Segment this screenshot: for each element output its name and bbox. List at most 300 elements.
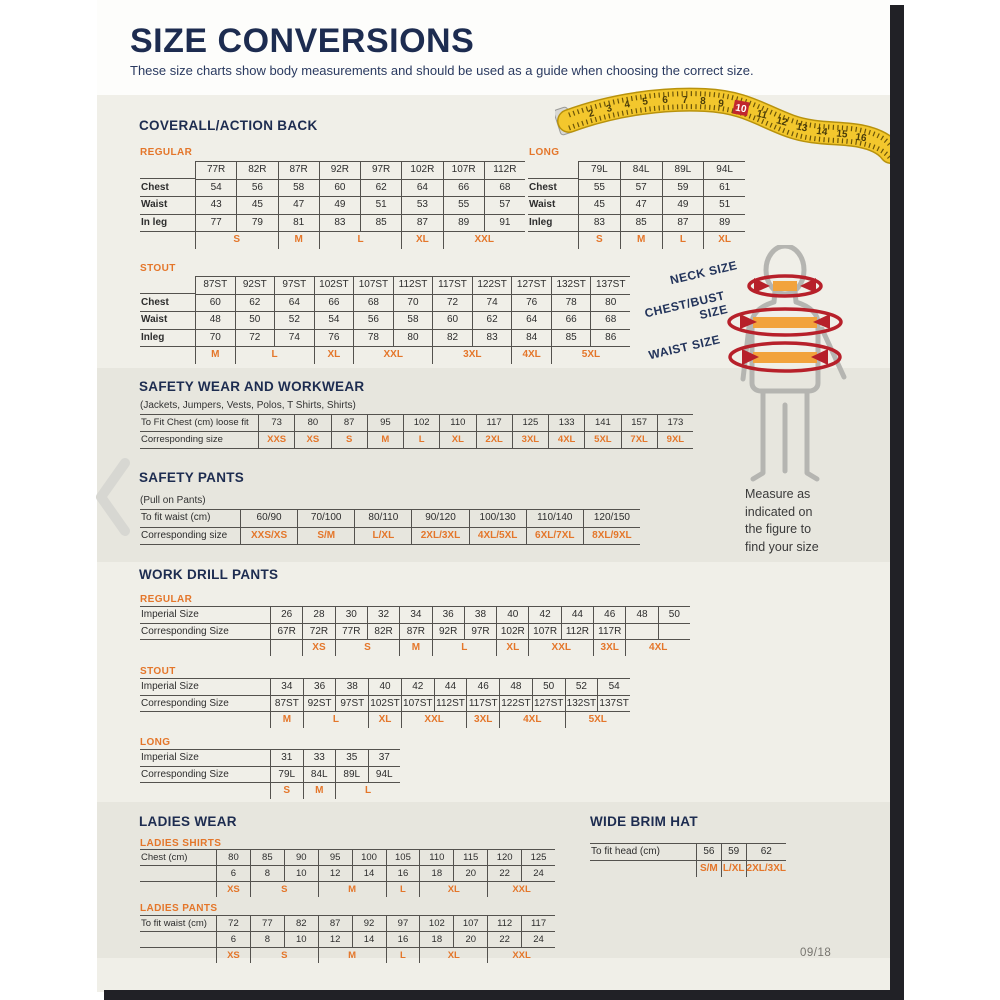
header-cell: 173 xyxy=(657,414,693,432)
value-cell: 10 xyxy=(284,866,318,882)
value-cell: 77R xyxy=(335,624,367,641)
value-cell: 24 xyxy=(521,932,555,948)
work-drill-long-table xyxy=(140,749,400,799)
value-cell: 97ST xyxy=(335,696,368,713)
value-cell: 20 xyxy=(453,932,487,948)
value-cell: 60 xyxy=(319,180,360,198)
header-cell: 97R xyxy=(360,161,401,180)
row-label xyxy=(140,161,195,179)
value-cell: 8XL/9XL xyxy=(583,528,640,546)
tape-number: 13 xyxy=(795,121,809,135)
value-cell: 62 xyxy=(235,295,275,313)
tape-number: 15 xyxy=(835,128,849,141)
value-cell: 12 xyxy=(318,866,352,882)
value-cell: 45 xyxy=(578,197,620,215)
header-cell: 90 xyxy=(284,849,318,866)
tape-number: 5 xyxy=(641,96,649,108)
header-cell: 95 xyxy=(318,849,352,866)
header-cell: 33 xyxy=(303,749,336,767)
header-cell: 122ST xyxy=(472,276,512,295)
size-row-spacer xyxy=(140,948,216,963)
header-cell: 77R xyxy=(195,161,236,180)
page-shadow-right xyxy=(890,5,904,1000)
value-cell: 6 xyxy=(216,866,250,882)
value-cell: 87 xyxy=(401,215,442,233)
value-cell: 70 xyxy=(195,330,235,348)
tape-number: 3 xyxy=(605,102,614,115)
header-cell: 97ST xyxy=(274,276,314,295)
tape-number: 16 xyxy=(854,131,868,145)
size-label: L xyxy=(303,712,368,728)
row-label: Corresponding size xyxy=(140,528,240,546)
value-cell: 97R xyxy=(464,624,496,641)
value-cell: 84L xyxy=(303,767,336,784)
value-cell: 57 xyxy=(484,197,525,215)
header-cell: 85 xyxy=(250,849,284,866)
value-cell: 91 xyxy=(484,215,525,233)
size-label: M xyxy=(270,712,303,728)
value-cell: 56 xyxy=(236,180,277,198)
header-cell: 56 xyxy=(696,843,721,861)
row-label: Waist xyxy=(140,312,195,330)
section-heading-ladies: LADIES WEAR xyxy=(139,814,237,829)
size-label: XL xyxy=(368,712,401,728)
header-cell: 110 xyxy=(439,414,475,432)
header-cell: 52 xyxy=(565,678,598,696)
value-cell: 55 xyxy=(578,180,620,198)
size-label: L xyxy=(386,948,420,963)
value-cell: 55 xyxy=(443,197,484,215)
safety-pants-note: (Pull on Pants) xyxy=(140,495,206,506)
tape-number: 4 xyxy=(623,99,631,111)
size-label: L xyxy=(319,232,402,249)
value-cell: 54 xyxy=(195,180,236,198)
coverall-regular-table xyxy=(140,161,525,249)
value-cell: 78 xyxy=(353,330,393,348)
header-cell: 80 xyxy=(294,414,330,432)
header-cell: 82 xyxy=(284,915,318,932)
header-cell: 137ST xyxy=(590,276,630,295)
value-cell: 5XL xyxy=(584,432,620,449)
size-label: XXL xyxy=(443,232,526,249)
header-cell: 30 xyxy=(335,606,367,624)
header-cell: 87R xyxy=(278,161,319,180)
value-cell: 48 xyxy=(195,312,235,330)
header-cell: 110 xyxy=(419,849,453,866)
header-cell: 28 xyxy=(302,606,334,624)
header-cell: 42 xyxy=(528,606,560,624)
size-row-spacer xyxy=(140,712,270,728)
page-subtitle: These size charts show body measurements and should be used as a guide when choosing the correct size. xyxy=(130,63,754,78)
header-cell: 100/130 xyxy=(469,509,526,528)
row-label xyxy=(140,932,216,948)
value-cell: 50 xyxy=(235,312,275,330)
size-label: 4XL xyxy=(499,712,564,728)
size-label: XL xyxy=(401,232,442,249)
section-heading-safety-wear: SAFETY WEAR AND WORKWEAR xyxy=(139,379,365,394)
header-cell: 80 xyxy=(216,849,250,866)
value-cell: 117R xyxy=(593,624,625,641)
header-cell: 26 xyxy=(270,606,302,624)
value-cell: 66 xyxy=(314,295,354,313)
header-cell: 32 xyxy=(367,606,399,624)
header-cell: 40 xyxy=(496,606,528,624)
header-cell: 44 xyxy=(434,678,467,696)
chevron-left-icon[interactable] xyxy=(91,455,135,539)
size-label: L xyxy=(432,640,497,656)
label-ladies-pants: LADIES PANTS xyxy=(140,903,218,914)
size-row-spacer xyxy=(590,861,696,877)
header-cell: 48 xyxy=(499,678,532,696)
size-label: S xyxy=(250,948,318,963)
value-cell: 83 xyxy=(472,330,512,348)
value-cell: 61 xyxy=(703,180,745,198)
value-cell: 83 xyxy=(578,215,620,233)
value-cell: 67R xyxy=(270,624,302,641)
value-cell: 16 xyxy=(386,866,420,882)
header-cell: 127ST xyxy=(511,276,551,295)
value-cell: 76 xyxy=(314,330,354,348)
tape-number: 12 xyxy=(774,115,789,129)
row-label: To fit head (cm) xyxy=(590,843,696,861)
size-label: M xyxy=(318,948,386,963)
neck-band xyxy=(773,281,797,291)
row-label: Inleg xyxy=(528,215,578,233)
header-cell: 97 xyxy=(386,915,420,932)
waist-band xyxy=(753,352,817,363)
size-label: XXL xyxy=(528,640,593,656)
header-cell: 120/150 xyxy=(583,509,640,528)
header-cell: 125 xyxy=(512,414,548,432)
size-label: L xyxy=(335,783,400,799)
document-page xyxy=(97,0,890,992)
header-cell: 107 xyxy=(453,915,487,932)
row-label xyxy=(140,866,216,882)
value-cell: 68 xyxy=(353,295,393,313)
header-cell: 90/120 xyxy=(411,509,468,528)
value-cell: 68 xyxy=(484,180,525,198)
value-cell: 87ST xyxy=(270,696,303,713)
value-cell: 85 xyxy=(620,215,662,233)
row-label: Chest (cm) xyxy=(140,849,216,866)
value-cell: 89L xyxy=(335,767,368,784)
value-cell: 107R xyxy=(528,624,560,641)
value-cell: 43 xyxy=(195,197,236,215)
header-cell: 50 xyxy=(532,678,565,696)
size-row-spacer xyxy=(140,232,195,249)
page-shadow-bottom xyxy=(104,990,904,1000)
value-cell: 79 xyxy=(236,215,277,233)
value-cell: 92R xyxy=(432,624,464,641)
section-heading-hat: WIDE BRIM HAT xyxy=(590,814,698,829)
header-cell: 157 xyxy=(621,414,657,432)
header-cell: 94L xyxy=(703,161,745,180)
size-label: XXL xyxy=(353,347,432,364)
value-cell: 14 xyxy=(352,866,386,882)
value-cell: 12 xyxy=(318,932,352,948)
value-cell: 117ST xyxy=(466,696,499,713)
header-cell: 112ST xyxy=(393,276,433,295)
header-cell: 110/140 xyxy=(526,509,583,528)
value-cell: 9XL xyxy=(657,432,693,449)
row-label: Corresponding Size xyxy=(140,696,270,713)
size-label: 3XL xyxy=(593,640,625,656)
row-label: Waist xyxy=(140,197,195,215)
value-cell: 10 xyxy=(284,932,318,948)
value-cell: 132ST xyxy=(565,696,598,713)
value-cell: 84 xyxy=(511,330,551,348)
header-cell: 82R xyxy=(236,161,277,180)
header-cell: 102 xyxy=(419,915,453,932)
header-cell: 44 xyxy=(561,606,593,624)
header-cell: 38 xyxy=(464,606,496,624)
header-cell: 120 xyxy=(487,849,521,866)
value-cell: 22 xyxy=(487,932,521,948)
safety-wear-table xyxy=(140,414,693,449)
row-label xyxy=(528,161,578,179)
value-cell: 112R xyxy=(561,624,593,641)
chest-band xyxy=(753,317,817,328)
value-cell: 68 xyxy=(590,312,630,330)
header-cell: 46 xyxy=(593,606,625,624)
header-cell: 42 xyxy=(401,678,434,696)
waist-size-label: WAIST SIZE xyxy=(647,332,722,363)
size-row-spacer xyxy=(528,232,578,249)
value-cell: S xyxy=(331,432,367,449)
size-label: M xyxy=(620,232,662,249)
header-cell: 102 xyxy=(403,414,439,432)
value-cell: 127ST xyxy=(532,696,565,713)
chest-bust-size-label: CHEST/BUST SIZE xyxy=(643,288,730,323)
header-cell: 50 xyxy=(658,606,690,624)
value-cell: 49 xyxy=(319,197,360,215)
value-cell: 72 xyxy=(432,295,472,313)
row-label: In leg xyxy=(140,215,195,233)
size-label: M xyxy=(303,783,336,799)
row-label xyxy=(140,276,195,294)
row-label: Chest xyxy=(528,180,578,198)
header-cell: 117 xyxy=(476,414,512,432)
tape-number: 6 xyxy=(661,94,669,107)
value-cell: S/M xyxy=(297,528,354,546)
value-cell: 80 xyxy=(590,295,630,313)
value-cell: 49 xyxy=(662,197,704,215)
size-label: L xyxy=(386,882,420,897)
value-cell: L xyxy=(403,432,439,449)
header-cell: 87 xyxy=(318,915,352,932)
header-cell: 133 xyxy=(548,414,584,432)
coverall-stout-table xyxy=(140,276,630,364)
value-cell: XL xyxy=(439,432,475,449)
size-label: S xyxy=(335,640,400,656)
header-cell: 107R xyxy=(443,161,484,180)
value-cell: 66 xyxy=(551,312,591,330)
value-cell: 77 xyxy=(195,215,236,233)
header-cell: 125 xyxy=(521,849,555,866)
label-wdp-regular: REGULAR xyxy=(140,594,193,605)
header-cell: 117 xyxy=(521,915,555,932)
value-cell: XXS/XS xyxy=(240,528,297,546)
header-cell: 34 xyxy=(399,606,431,624)
value-cell: 60 xyxy=(195,295,235,313)
value-cell: 94L xyxy=(368,767,401,784)
value-cell: 66 xyxy=(443,180,484,198)
tape-number: 14 xyxy=(815,125,829,139)
value-cell: XXS xyxy=(258,432,294,449)
page-title: SIZE CONVERSIONS xyxy=(130,22,475,60)
work-drill-regular-table xyxy=(140,606,690,656)
value-cell: 51 xyxy=(703,197,745,215)
value-cell: 54 xyxy=(314,312,354,330)
size-label: S/M xyxy=(696,861,721,877)
header-cell: 38 xyxy=(335,678,368,696)
size-label: L xyxy=(662,232,704,249)
header-cell: 84L xyxy=(620,161,662,180)
header-cell: 48 xyxy=(625,606,657,624)
header-cell: 54 xyxy=(597,678,630,696)
tape-number: 9 xyxy=(717,98,725,110)
value-cell: 22 xyxy=(487,866,521,882)
value-cell: 18 xyxy=(419,866,453,882)
size-label: L/XL xyxy=(721,861,746,877)
row-label: Imperial Size xyxy=(140,678,270,696)
size-label: S xyxy=(195,232,278,249)
size-label: XL xyxy=(419,882,487,897)
header-cell: 70/100 xyxy=(297,509,354,528)
size-label: S xyxy=(250,882,318,897)
value-cell: 72 xyxy=(235,330,275,348)
header-cell: 73 xyxy=(258,414,294,432)
safety-pants-table xyxy=(140,509,640,545)
header-cell: 92 xyxy=(352,915,386,932)
value-cell: 6 xyxy=(216,932,250,948)
size-label: XXL xyxy=(487,948,555,963)
size-row-spacer xyxy=(140,882,216,897)
label-wdp-long: LONG xyxy=(140,737,171,748)
size-row-spacer xyxy=(140,347,195,364)
ladies-shirts-table xyxy=(140,849,555,897)
value-cell: 80 xyxy=(393,330,433,348)
header-cell: 72 xyxy=(216,915,250,932)
size-label: XS xyxy=(302,640,334,656)
value-cell: 2XL/3XL xyxy=(411,528,468,546)
value-cell: 72R xyxy=(302,624,334,641)
label-wdp-stout: STOUT xyxy=(140,666,176,677)
header-cell: 115 xyxy=(453,849,487,866)
value-cell: 18 xyxy=(419,932,453,948)
header-cell: 36 xyxy=(303,678,336,696)
header-cell: 89L xyxy=(662,161,704,180)
header-cell: 77 xyxy=(250,915,284,932)
header-cell: 59 xyxy=(721,843,746,861)
tape-number: 11 xyxy=(755,108,769,122)
header-cell: 141 xyxy=(584,414,620,432)
size-label: 5XL xyxy=(565,712,630,728)
label-ladies-shirts: LADIES SHIRTS xyxy=(140,838,222,849)
value-cell: 64 xyxy=(401,180,442,198)
header-cell: 92ST xyxy=(235,276,275,295)
tape-number: 2 xyxy=(587,107,596,121)
value-cell: 14 xyxy=(352,932,386,948)
value-cell: 52 xyxy=(274,312,314,330)
coverall-long-table xyxy=(528,161,745,249)
size-label: S xyxy=(270,783,303,799)
row-label: To fit waist (cm) xyxy=(140,915,216,932)
value-cell: 64 xyxy=(511,312,551,330)
header-cell: 40 xyxy=(368,678,401,696)
value-cell: L/XL xyxy=(354,528,411,546)
value-cell: 45 xyxy=(236,197,277,215)
value-cell: 89 xyxy=(443,215,484,233)
value-cell: 16 xyxy=(386,932,420,948)
section-heading-work-drill: WORK DRILL PANTS xyxy=(139,567,279,582)
size-label: M xyxy=(318,882,386,897)
label-coverall-long: LONG xyxy=(529,147,560,158)
size-label: M xyxy=(278,232,319,249)
value-cell: 92ST xyxy=(303,696,336,713)
value-cell: 62 xyxy=(360,180,401,198)
value-cell: 2XL xyxy=(476,432,512,449)
size-label: L xyxy=(235,347,314,364)
label-coverall-regular: REGULAR xyxy=(140,147,193,158)
value-cell: 102ST xyxy=(368,696,401,713)
value-cell: 8 xyxy=(250,866,284,882)
value-cell: 60 xyxy=(432,312,472,330)
value-cell xyxy=(625,624,657,641)
size-label: 5XL xyxy=(551,347,630,364)
value-cell: 74 xyxy=(472,295,512,313)
row-label: Waist xyxy=(528,197,578,215)
value-cell: 4XL/5XL xyxy=(469,528,526,546)
page-number: 09/18 xyxy=(800,947,832,959)
value-cell: 57 xyxy=(620,180,662,198)
value-cell: 78 xyxy=(551,295,591,313)
header-cell: 87ST xyxy=(195,276,235,295)
header-cell: 112R xyxy=(484,161,525,180)
label-coverall-stout: STOUT xyxy=(140,263,176,274)
row-label: Inleg xyxy=(140,330,195,348)
header-cell: 80/110 xyxy=(354,509,411,528)
value-cell: 7XL xyxy=(621,432,657,449)
measuring-tape-illustration xyxy=(555,80,895,172)
row-label: Corresponding Size xyxy=(140,767,270,784)
value-cell: 51 xyxy=(360,197,401,215)
value-cell: 122ST xyxy=(499,696,532,713)
value-cell: M xyxy=(367,432,403,449)
header-cell: 92R xyxy=(319,161,360,180)
value-cell: 137ST xyxy=(597,696,630,713)
header-cell: 102ST xyxy=(314,276,354,295)
row-label: Chest xyxy=(140,295,195,313)
value-cell: 102R xyxy=(496,624,528,641)
value-cell: 6XL/7XL xyxy=(526,528,583,546)
header-cell: 35 xyxy=(335,749,368,767)
size-label: 3XL xyxy=(466,712,499,728)
value-cell: 79L xyxy=(270,767,303,784)
value-cell: XS xyxy=(294,432,330,449)
size-label: 4XL xyxy=(511,347,551,364)
size-label: XS xyxy=(216,882,250,897)
section-heading-coverall: COVERALL/ACTION BACK xyxy=(139,118,318,133)
value-cell: 64 xyxy=(274,295,314,313)
header-cell: 31 xyxy=(270,749,303,767)
value-cell: 4XL xyxy=(548,432,584,449)
value-cell: 85 xyxy=(360,215,401,233)
size-label: XXL xyxy=(401,712,466,728)
value-cell: 58 xyxy=(278,180,319,198)
value-cell: 62 xyxy=(472,312,512,330)
value-cell: 112ST xyxy=(434,696,467,713)
